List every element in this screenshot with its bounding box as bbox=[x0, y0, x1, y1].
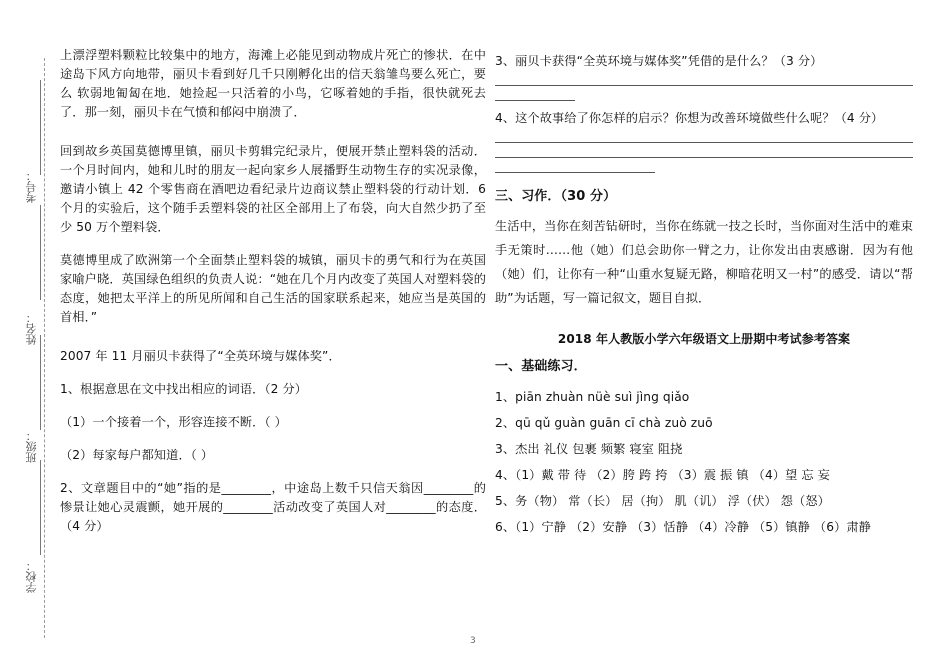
class-label: 班级： bbox=[25, 430, 38, 463]
passage-paragraph-4: 2007 年 11 月丽贝卡获得了“全英环境与媒体奖”． bbox=[60, 349, 341, 363]
school-label: 学校： bbox=[25, 560, 38, 593]
question-1-part-2: （2）每家每户都知道．（ ） bbox=[60, 448, 214, 462]
essay-prompt: 生活中，当你在刻苦钻研时，当你在练就一技之长时，当你面对生活中的难束手无策时……他（她）们总会助你一臂之力，让你发出由衷感谢．因为有他（她）们，让你有一种“山重水复疑无路，柳暗花明又一村”的感受．请以“帮助”为话题，写一篇记叙文，题目自拟． bbox=[495, 219, 913, 305]
section-3-title: 三、习作．（30 分） bbox=[495, 189, 617, 204]
exam-number-blank bbox=[40, 80, 41, 175]
name-label: 姓名： bbox=[25, 312, 38, 345]
question-4-answer-line-3[interactable] bbox=[495, 158, 655, 173]
name-blank bbox=[40, 205, 41, 300]
question-1-part-1: （1）一个接着一个，形容连接不断．（ ） bbox=[60, 415, 287, 429]
binding-dashed-line bbox=[44, 58, 45, 638]
question-3-answer-line[interactable] bbox=[495, 71, 913, 86]
question-4-answer-line-2[interactable] bbox=[495, 143, 913, 158]
passage-paragraph-2: 回到故乡英国莫德博里镇，丽贝卡剪辑完纪录片，便展开禁止塑料袋的活动．一个月时间内，她和儿时的朋友一起向家乡人展播野生动物生存的实况录像，邀请小镇上 42 个零售商在酒吧边看纪录片边商议禁止塑料袋的行动计划．6 个月的实验后，这个随手丢塑料袋的社区全部用上了布袋，向大自然少扔了至少 50 万个塑料袋． bbox=[60, 144, 486, 234]
answer-item: 6、（1）宁静 （2）安静 （3）恬静 （4）冷静 （5）镇静 （6）肃静 bbox=[495, 520, 871, 534]
question-3-answer-line-2[interactable] bbox=[495, 86, 575, 101]
answer-section-1-title: 一、基础练习． bbox=[495, 359, 587, 374]
left-column bbox=[60, 46, 486, 536]
passage-paragraph-3: 莫德博里成了欧洲第一个全面禁止塑料袋的城镇，丽贝卡的勇气和行为在英国家喻户晓．英国绿色组织的负责人说：“她在几个月内改变了英国人对塑料袋的态度，她把太平洋上的所见所闻和自己生活的国家联系起来，她应当是英国的首相．” bbox=[60, 253, 486, 324]
passage-paragraph-1: 上漂浮塑料颗粒比较集中的地方，海滩上必能见到动物成片死亡的惨状．在中途岛下风方向地带，丽贝卡看到好几千只刚孵化出的信天翁雏鸟要么死亡，要么 软弱地匍匐在地．她捡起一只活着的小鸟，它啄着她的手指，很快就死去了．那一刻，丽贝卡在气愤和郁闷中崩溃了． bbox=[60, 48, 486, 119]
class-blank bbox=[40, 335, 41, 430]
answer-item: 3、杰出 礼仪 包裹 频繁 寝室 阻挠 bbox=[495, 442, 683, 456]
right-column bbox=[495, 52, 913, 540]
question-4-answer-line[interactable] bbox=[495, 128, 913, 143]
answer-item: 2、qū qǔ guàn guān cī chà zuò zuō bbox=[495, 416, 713, 430]
answer-item: 5、务（物） 常（长） 居（拘） 肌（讥） 浮（伏） 怨（怒） bbox=[495, 494, 830, 508]
school-blank bbox=[40, 460, 41, 555]
answer-item: 1、piān zhuàn nüè suì jìng qiǎo bbox=[495, 390, 690, 404]
page-number: 3 bbox=[470, 636, 476, 646]
question-4: 4、这个故事给了你怎样的启示？你想为改善环境做些什么呢？（4 分） bbox=[495, 111, 884, 125]
question-1: 1、根据意思在文中找出相应的词语．（2 分） bbox=[60, 382, 308, 396]
answer-item: 4、（1）戴 带 待 （2）胯 跨 挎 （3）震 振 镇 （4）望 忘 妄 bbox=[495, 468, 830, 482]
exam-number-label: 考号： bbox=[25, 170, 38, 203]
answer-key-title: 2018 年人教版小学六年级语文上册期中考试参考答案 bbox=[557, 332, 851, 346]
question-3: 3、丽贝卡获得“全英环境与媒体奖”凭借的是什么？（3 分） bbox=[495, 54, 823, 68]
question-2: 2、文章题目中的“她”指的是________，中途岛上数千只信天翁因________的惨景让她心灵震颤，她开展的________活动改变了英国人对________的态度．（4 分） bbox=[60, 481, 486, 533]
